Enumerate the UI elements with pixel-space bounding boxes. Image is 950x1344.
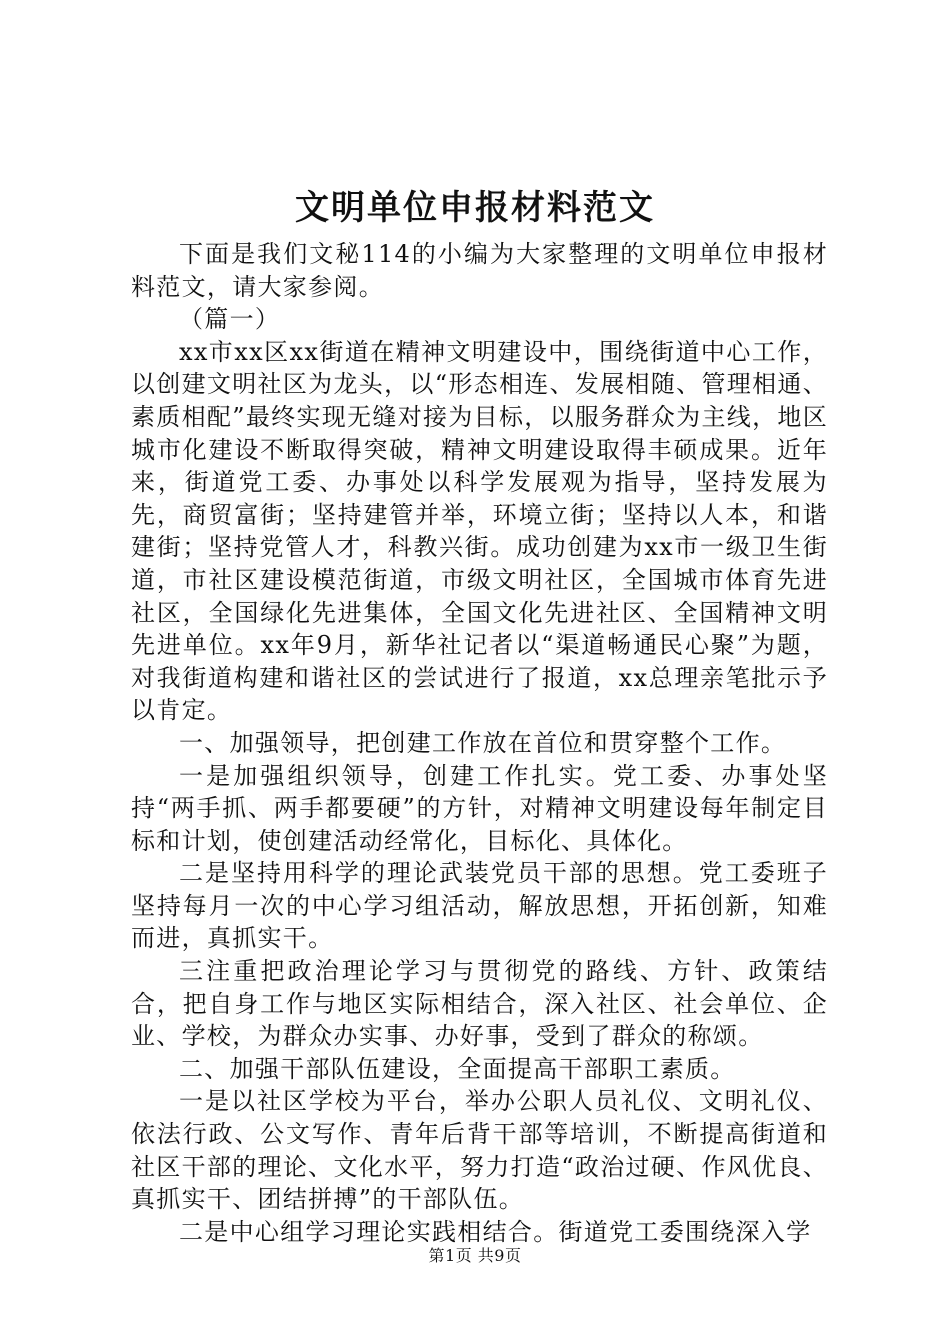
paragraph-item-2-2: 二是中心组学习理论实践相结合。街道党工委围绕深入学 [179,1217,812,1246]
paragraph-heading-1: 一、加强领导，把创建工作放在首位和贯穿整个工作。 [179,728,787,757]
paragraph-overview: xx市xx区xx街道在精神文明建设中，围绕街道中心工作，以创建文明社区为龙头，以“形态相连、发展相随、管理相通、素质相配”最终实现无缝对接为目标，以服务群众为主线，地区城市化建设不断取得突破，精神文明建设取得丰硕成果。近年来，街道党工委、办事处以科学发展观为指导，坚持发展为先，商贸富街；坚持建管并举，环境立街；坚持以人本，和谐建街；坚持党管人才，科教兴街。成功创建为xx市一级卫生街道，市社区建设模范街道，市级文明社区，全国城市体育先进社区，全国绿化先进集体，全国文化先进社区、全国精神文明先进单位。xx年9月，新华社记者以“渠道畅通民心聚”为题，对我街道构建和谐社区的尝试进行了报道，xx总理亲笔批示予以肯定。 [131,337,828,725]
paragraph-item-1-1: 一是加强组织领导，创建工作扎实。党工委、办事处坚持“两手抓、两手都要硬”的方针，对精神文明建设每年制定目标和计划，使创建活动经常化，目标化、具体化。 [131,761,828,855]
document-title: 文明单位申报材料范文 [295,188,655,228]
paragraph-intro: 下面是我们文秘114的小编为大家整理的文明单位申报材料范文，请大家参阅。 [131,240,828,301]
paragraph-item-2-1: 一是以社区学校为平台，举办公职人员礼仪、文明礼仪、依法行政、公文写作、青年后背干部等培训，不断提高街道和社区干部的理论、文化水平，努力打造“政治过硬、作风优良、真抓实干、团结拼搏”的干部队伍。 [131,1087,828,1214]
paragraph-heading-2: 二、加强干部队伍建设，全面提高干部职工素质。 [179,1054,736,1083]
paragraph-item-1-2: 二是坚持用科学的理论武装党员干部的思想。党工委班子坚持每月一次的中心学习组活动，解放思想，开拓创新，知难而进，真抓实干。 [131,859,828,953]
paragraph-item-1-3: 三注重把政治理论学习与贯彻党的路线、方针、政策结合，把自身工作与地区实际相结合，深入社区、社会单位、企业、学校，为群众办实事、办好事，受到了群众的称颂。 [131,957,828,1051]
page-footer: 第1页 共9页 [428,1246,522,1265]
document-body [131,238,828,1248]
paragraph-section-label: （篇一） [179,305,281,334]
